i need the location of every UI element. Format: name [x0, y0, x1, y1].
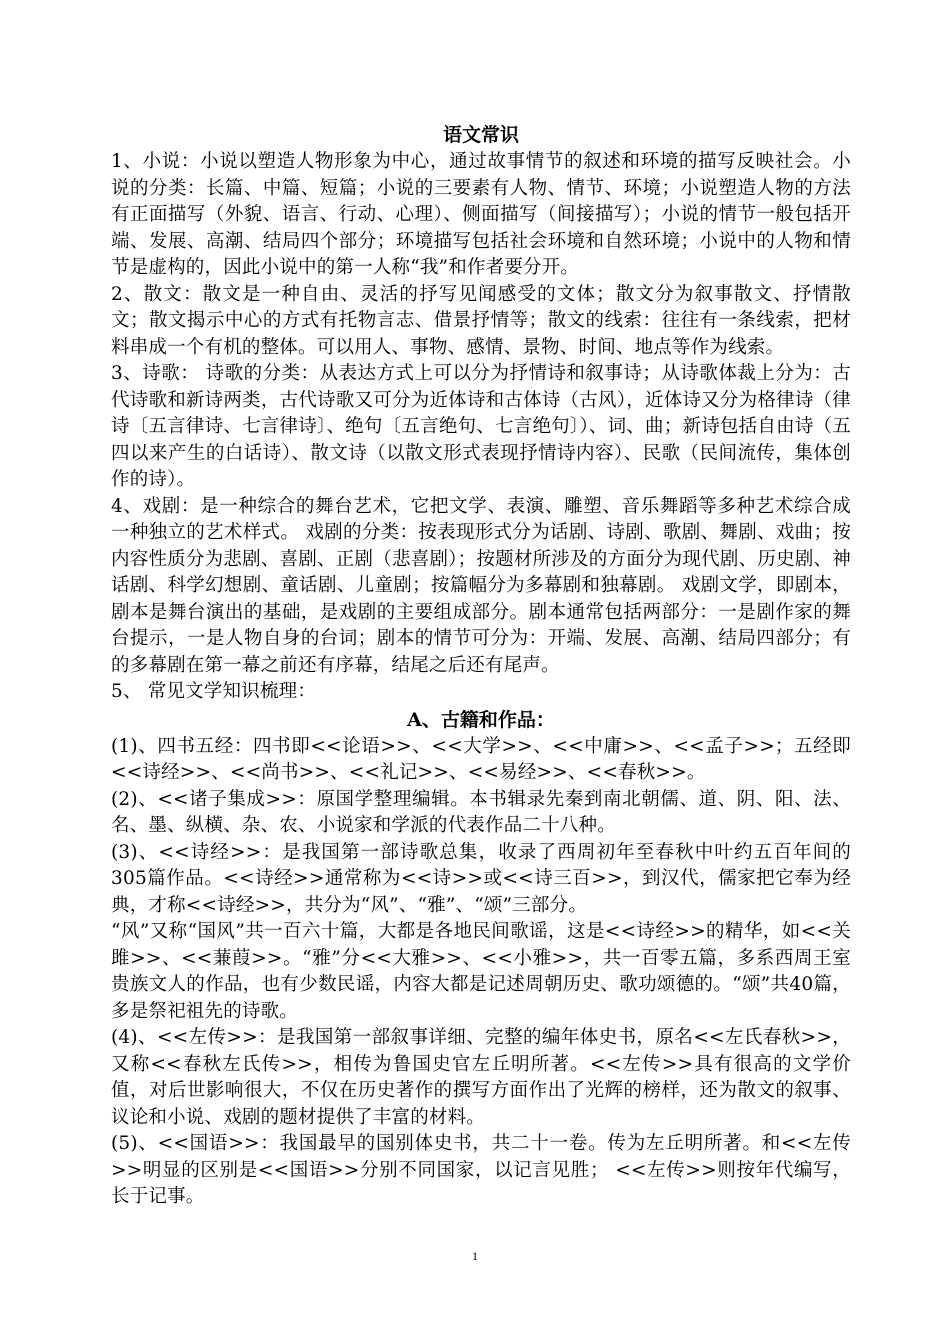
paragraph-zhuzi-jicheng: (2)、<<诸子集成>>：原国学整理编辑。本书辑录先秦到南北朝儒、道、阴、阳、法、名、墨、纵横、杂、农、小说家和学派的代表作品二十八种。	[111, 788, 851, 836]
document-page	[111, 121, 851, 1211]
paragraph-prose: 2、散文：散文是一种自由、灵活的抒写见闻感受的文体；散文分为叙事散文、抒情散文；散文揭示中心的方式有托物言志、借景抒情等；散文的线索：往往有一条线索，把材料串成一个有机的整体。可以用人、事物、感情、景物、时间、地点等作为线索。	[111, 283, 851, 358]
paragraph-zuozhuan: (4)、<<左传>>：是我国第一部叙事详细、完整的编年体史书，原名<<左氏春秋>>，又称<<春秋左氏传>>，相传为鲁国史官左丘明所著。<<左传>>具有很高的文学价值，对后世影响很大，不仅在历史著作的撰写方面作出了光辉的榜样，还为散文的叙事、议论和小说、戏剧的题材提供了丰富的材料。	[111, 1027, 851, 1128]
paragraph-shijing: (3)、<<诗经>>：是我国第一部诗歌总集，收录了西周初年至春秋中叶约五百年间的305篇作品。<<诗经>>通常称为<<诗>>或<<诗三百>>，到汉代，儒家把它奉为经典，才称<<诗经>>，共分为“风”、“雅”、“颂”三部分。	[111, 841, 851, 916]
paragraph-drama: 4、戏剧：是一种综合的舞台艺术，它把文学、表演、雕塑、音乐舞蹈等多种艺术综合成一种独立的艺术样式。 戏剧的分类：按表现形式分为话剧、诗剧、歌剧、舞剧、戏曲；按内容性质分为悲剧、喜剧、正剧（悲喜剧）；按题材所涉及的方面分为现代剧、历史剧、神话剧、科学幻想剧、童话剧、儿童剧；按篇幅分为多幕剧和独幕剧。 戏剧文学，即剧本，剧本是舞台演出的基础，是戏剧的主要组成部分。剧本通常包括两部分：一是剧作家的舞台提示，一是人物自身的台词；剧本的情节可分为：开端、发展、高潮、结局四部分；有的多幕剧在第一幕之前还有序幕，结尾之后还有尾声。	[111, 495, 851, 676]
page-number: 1	[472, 1249, 478, 1263]
paragraph-guoyu: (5)、<<国语>>：我国最早的国别体史书，共二十一卷。传为左丘明所著。和<<左传>>明显的区别是<<国语>>分别不同国家，以记言见胜； <<左传>>则按年代编写，长于记事。	[111, 1133, 851, 1207]
document-title: 语文常识	[442, 124, 519, 146]
section-a-title: A、古籍和作品：	[407, 708, 555, 731]
paragraph-feng-ya-song: “风”又称“国风”共一百六十篇，大都是各地民间歌谣，这是<<诗经>>的精华，如<<关雎>>、<<蒹葭>>。“雅”分<<大雅>>、<<小雅>>，共一百零五篇，多系西周王室贵族文人的作品，也有少数民谣，内容大都是记述周朝历史、歌功颂德的。“颂”共40篇，多是祭祀祖先的诗歌。	[111, 921, 851, 1022]
paragraph-literature-overview: 5、 常见文学知识梳理：	[111, 681, 317, 702]
paragraph-poetry: 3、诗歌： 诗歌的分类：从表达方式上可以分为抒情诗和叙事诗；从诗歌体裁上分为：古代诗歌和新诗两类，古代诗歌又可分为近体诗和古体诗（古风），近体诗又分为格律诗（律诗〔五言律诗、七言律诗〕、绝句〔五言绝句、七言绝句〕）、词、曲；新诗包括自由诗（五四以来产生的白话诗）、散文诗（以散文形式表现抒情诗内容）、民歌（民间流传，集体创作的诗）。	[111, 363, 851, 490]
paragraph-novel: 1、小说：小说以塑造人物形象为中心，通过故事情节的叙述和环境的描写反映社会。小说的分类：长篇、中篇、短篇；小说的三要素有人物、情节、环境；小说塑造人物的方法有正面描写（外貌、语言、行动、心理）、侧面描写（间接描写）；小说的情节一般包括开端、发展、高潮、结局四个部分；环境描写包括社会环境和自然环境；小说中的人物和情节是虚构的，因此小说中的第一人称“我”和作者要分开。	[111, 151, 851, 278]
paragraph-four-books-five-classics: (1)、四书五经：四书即<<论语>>、<<大学>>、<<中庸>>、<<孟子>>；五经即<<诗经>>、<<尚书>>、<<礼记>>、<<易经>>、<<春秋>>。	[111, 735, 851, 783]
